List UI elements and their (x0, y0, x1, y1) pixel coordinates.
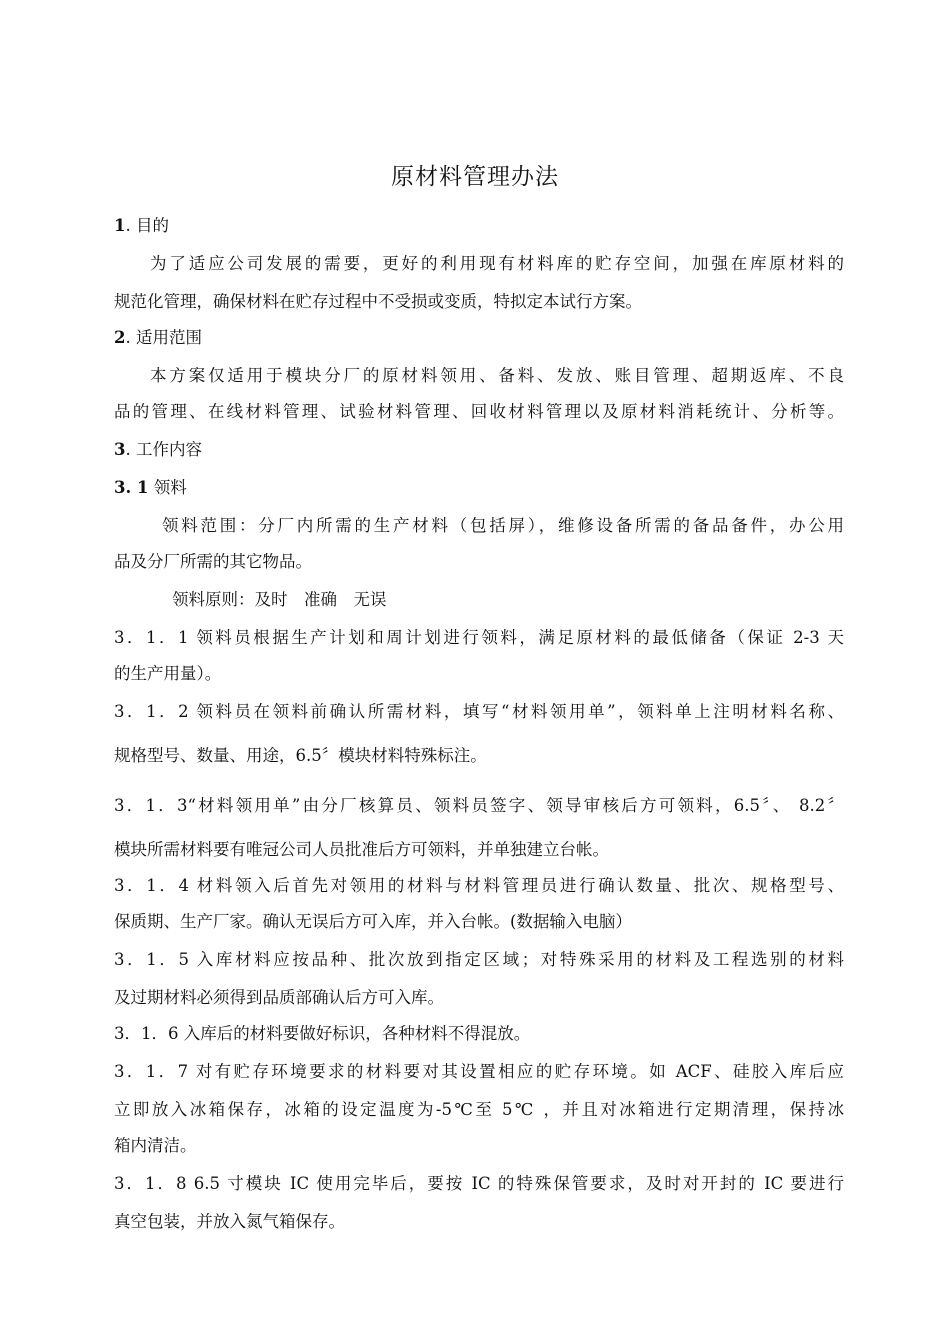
section-3-heading (114, 438, 844, 462)
paragraph-line: 模块所需材料要有唯冠公司人员批准后方可领料，并单独建立台帐。 (114, 840, 609, 859)
paragraph-line: 立即放入冰箱保存，冰箱的设定温度为-5℃至 5℃ ，并且对冰箱进行定期清理，保持冰 (114, 1100, 844, 1119)
clause-3-1-5: 3．1．5 入库材料应按品种、批次放到指定区域；对特殊采用的材料及工程选别的材料 (114, 950, 844, 969)
paragraph-line: 保质期、生产厂家。确认无误后方可入库，并入台帐。(数据输入电脑） (114, 912, 632, 931)
paragraph-line: 品及分厂所需的其它物品。 (114, 552, 312, 571)
clause-3-1-7: 3．1．7 对有贮存环境要求的材料要对其设置相应的贮存环境。如 ACF、硅胶入库后应 (114, 1062, 844, 1081)
document-title: 原材料管理办法 (391, 164, 559, 190)
paragraph-line: 规范化管理，确保材料在贮存过程中不受损或变质，特拟定本试行方案。 (114, 292, 642, 311)
paragraph-line: 的生产用量）。 (114, 664, 222, 683)
paragraph-line: 箱内清洁。 (114, 1136, 197, 1155)
section-title: . 工作内容 (125, 440, 202, 459)
section-1-heading (114, 214, 844, 238)
clause-3-1-2: 3．1．2 领料员在领料前确认所需材料，填写“材料领用单”，领料单上注明材料名称、 (114, 702, 844, 721)
section-number: 3 (114, 440, 126, 459)
section-2-heading (114, 326, 844, 350)
section-title: . 适用范围 (125, 328, 202, 347)
paragraph-line: 为了适应公司发展的需要，更好的利用现有材料库的贮存空间，加强在库原材料的 (150, 254, 844, 273)
section-title: . 目的 (125, 216, 169, 235)
section-number: 1 (114, 216, 126, 235)
subsection-title: 领料 (148, 478, 187, 497)
paragraph-line: 领料原则：及时 准确 无误 (172, 590, 387, 609)
clause-3-1-3: 3．1．3“材料领用单”由分厂核算员、领料员签字、领导审核后方可领料，6.5〞、 8.2〞 (114, 796, 844, 815)
paragraph-line: 领料范围：分厂内所需的生产材料（包括屏），维修设备所需的备品备件，办公用 (162, 516, 844, 535)
paragraph-line: 真空包装，并放入氮气箱保存。 (114, 1212, 345, 1231)
paragraph-line: 及过期材料必须得到品质部确认后方可入库。 (114, 988, 444, 1007)
clause-3-1-4: 3．1．4 材料领入后首先对领用的材料与材料管理员进行确认数量、批次、规格型号、 (114, 876, 844, 895)
subsection-3-1-heading (114, 476, 844, 500)
paragraph-line: 规格型号、数量、用途，6.5〞模块材料特殊标注。 (114, 746, 487, 765)
clause-3-1-6: 3．1．6 入库后的材料要做好标识，各种材料不得混放。 (114, 1024, 531, 1043)
paragraph-line: 本方案仅适用于模块分厂的原材料领用、备料、发放、账目管理、超期返库、不良 (150, 366, 844, 385)
clause-3-1-1: 3．1．1 领料员根据生产计划和周计划进行领料，满足原材料的最低储备（保证 2-3 天 (114, 628, 844, 647)
section-number: 2 (114, 328, 126, 347)
subsection-number: . 1 (125, 478, 149, 497)
paragraph-line: 品的管理、在线材料管理、试验材料管理、回收材料管理以及原材料消耗统计、分析等。 (114, 402, 844, 421)
clause-3-1-8: 3．1．8 6.5 寸模块 IC 使用完毕后，要按 IC 的特殊保管要求，及时对开封的 IC 要进行 (114, 1174, 844, 1193)
subsection-number: 3 (114, 478, 126, 497)
